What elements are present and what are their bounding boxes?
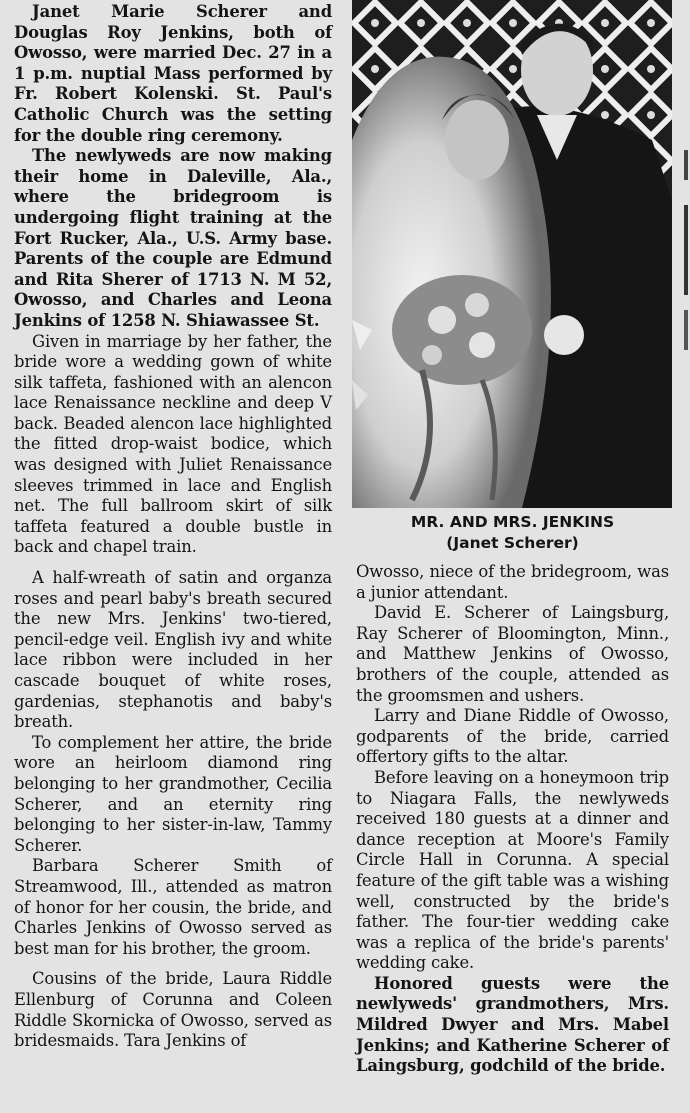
paragraph-godparents: Larry and Diane Riddle of Owosso, godparents of the bride, carried offertory gifts to the altar. (356, 706, 669, 767)
caption-maiden-name: (Janet Scherer) (446, 534, 579, 552)
article-right-column (356, 562, 669, 1077)
wedding-photo-image (352, 0, 672, 508)
paragraph-veil: A half-wreath of satin and organza roses and pearl baby's breath secured the new Mrs. Jenkins' two-tiered, pencil-edge veil. English ivy and white lace ribbon were included in her cascade bouquet of white roses, gardenias, stephanotis and baby's breath. (14, 568, 332, 732)
paragraph-attendants: Barbara Scherer Smith of Streamwood, Ill., attended as matron of honor for her cousin, the bride, and Charles Jenkins of Owosso served as best man for his brother, the groom. (14, 856, 332, 958)
caption-names: MR. AND MRS. JENKINS (410, 513, 615, 531)
paragraph-bridesmaids: Cousins of the bride, Laura Riddle Ellenburg of Corunna and Coleen Riddle Skornicka of Owosso, served as bridesmaids. Tara Jenkins of (14, 969, 332, 1051)
paragraph-honored-guests: Honored guests were the newlyweds' grandmothers, Mrs. Mildred Dwyer and Mrs. Mabel Jenkins; and Katherine Scherer of Laingsburg, godchild of the bride. (356, 973, 669, 1076)
paragraph-groomsmen: David E. Scherer of Laingsburg, Ray Scherer of Bloomington, Minn., and Matthew Jenkins of Owosso, brothers of the couple, attended as the groomsmen and ushers. (356, 603, 669, 705)
paragraph-junior-attendant: Owosso, niece of the bridegroom, was a junior attendant. (356, 562, 669, 602)
paragraph-reception: Before leaving on a honeymoon trip to Niagara Falls, the newlyweds received 180 guests at a dinner and dance reception at Moore's Family Circle Hall in Corunna. A special feature of the gift table was a wishing well, constructed by the bride's father. The four-tier wedding cake was a replica of the bride's parents' wedding cake. (356, 767, 669, 973)
wedding-photo (352, 0, 672, 508)
paragraph-residence: The newlyweds are now making their home in Daleville, Ala., where the bridegroom is undergoing flight training at the Fort Rucker, Ala., U.S. Army base. Parents of the couple are Edmund and Rita Sherer of 1713 N. M 52, Owosso, and Charles and Leona Jenkins of 1258 N. Shiawassee St. (14, 146, 332, 330)
photo-caption (356, 512, 669, 554)
article-left-column (14, 0, 332, 1052)
paragraph-gown: Given in marriage by her father, the bride wore a wedding gown of white silk taffeta, fashioned with an alencon lace Renaissance neckline and deep V back. Beaded alencon lace highlighted the fitted drop-waist bodice, which was designed with Juliet Renaissance sleeves trimmed in lace and English net. The full ballroom skirt of silk taffeta featured a double bustle in back and chapel train. (14, 331, 332, 557)
paragraph-rings: To complement her attire, the bride wore an heirloom diamond ring belonging to her grandmother, Cecilia Scherer, and an eternity ring belonging to her sister-in-law, Tammy Scherer. (14, 732, 332, 855)
page-edge-artifact (682, 0, 690, 360)
paragraph-ceremony: Janet Marie Scherer and Douglas Roy Jenkins, both of Owosso, were married Dec. 27 in a 1 p.m. nuptial Mass performed by Fr. Robert Kolenski. St. Paul's Catholic Church was the setting for the double ring ceremony. (14, 2, 332, 145)
